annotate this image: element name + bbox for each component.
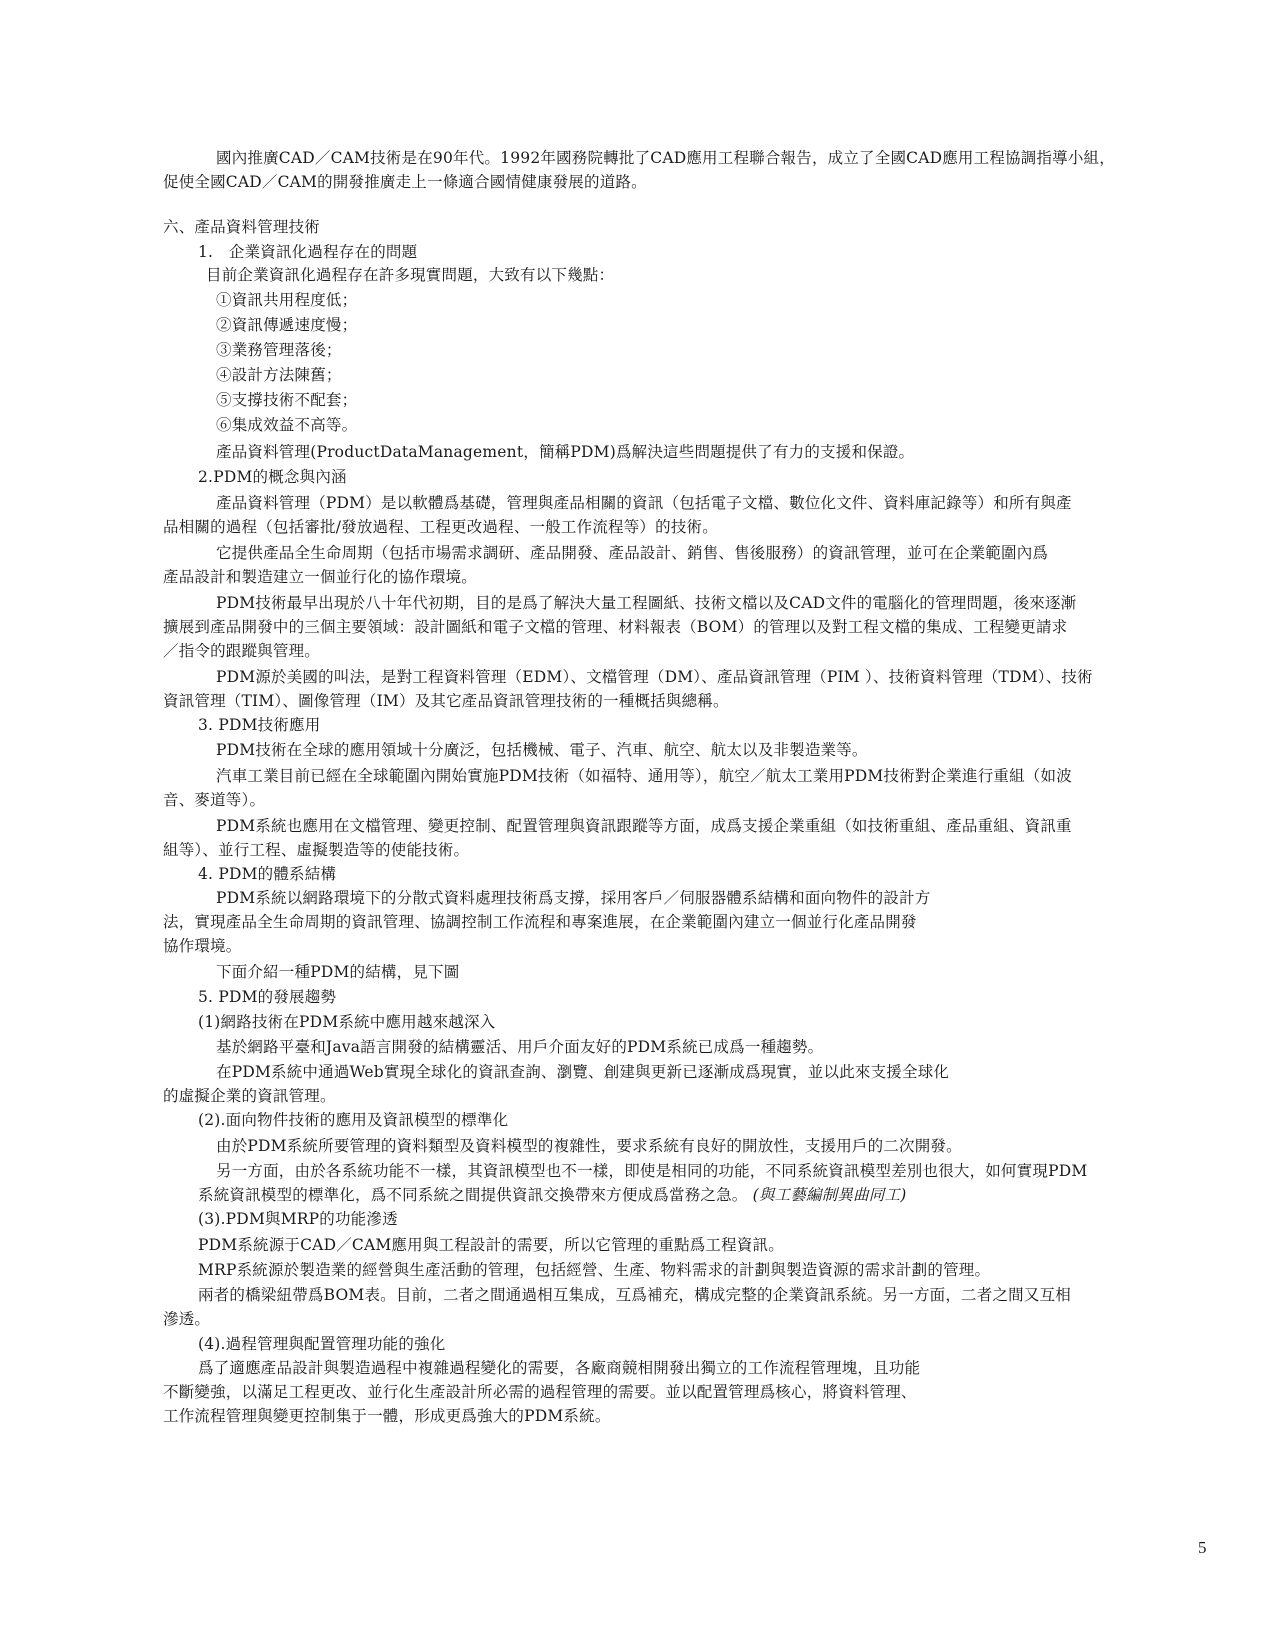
list-item: ⑤支撐技術不配套； — [216, 391, 358, 409]
text-line: ／指令的跟蹤與管理。 — [163, 642, 321, 660]
text-line: 產品資料管理（PDM）是以軟體爲基礎，管理與產品相關的資訊（包括電子文檔、數位化文件、資料庫記錄等）和所有與產 — [216, 494, 1072, 512]
subsection-heading: 2.PDM的概念與內涵 — [198, 468, 347, 486]
text-line: 國內推廣CAD／CAM技術是在90年代。1992年國務院轉批了CAD應用工程聯合報告，成立了全國CAD應用工程協調指導小組， — [216, 149, 1115, 167]
text-line: 擴展到產品開發中的三個主要領域：設計圖紙和電子文檔的管理、材料報表（BOM）的管理以及對工程文檔的集成、工程變更請求 — [163, 618, 1068, 636]
text-line: PDM系統以網路環境下的分散式資料處理技術爲支撐，採用客戶／伺服器體系結構和面向物件的設計方 — [216, 889, 931, 907]
text-line: 爲了適應產品設計與製造過程中複雜過程變化的需要，各廠商競相開發出獨立的工作流程管理塊，且功能 — [198, 1359, 921, 1377]
text-line: 另一方面，由於各系統功能不一樣，其資訊模型也不一樣，即使是相同的功能，不同系統資訊模型差別也很大，如何實現PDM — [216, 1162, 1088, 1180]
subsection-heading: 4. PDM的體系結構 — [198, 865, 337, 883]
text-line: 資訊管理（TIM）、圖像管理（IM）及其它產品資訊管理技術的一種概括與總稱。 — [163, 692, 729, 710]
subsection-heading: (3).PDM與MRP的功能滲透 — [198, 1210, 398, 1228]
text-line: 法，實現產品全生命周期的資訊管理、協調控制工作流程和專案進展，在企業範圍內建立一個並行化產品開發 — [163, 913, 917, 931]
subsection-heading: (4).過程管理與配置管理功能的強化 — [198, 1335, 446, 1353]
text-line: 音、麥道等）。 — [163, 791, 266, 809]
text-line: 組等）、並行工程、虛擬製造等的使能技術。 — [163, 841, 470, 859]
subsection-heading: (2).面向物件技術的應用及資訊模型的標準化 — [198, 1111, 509, 1129]
list-item: ②資訊傳遞速度慢； — [216, 316, 358, 334]
text-line: 促使全國CAD／CAM的開發推廣走上一條適合國情健康發展的道路。 — [163, 173, 647, 191]
text-line: PDM系統也應用在文檔管理、變更控制、配置管理與資訊跟蹤等方面，成爲支援企業重組（如技術重組、產品重組、資訊重 — [216, 817, 1072, 835]
text-line: 基於網路平臺和Java語言開發的結構靈活、用戶介面友好的PDM系統已成爲一種趨勢。 — [216, 1038, 824, 1056]
text-line: PDM源於美國的叫法，是對工程資料管理（EDM）、文檔管理（DM）、產品資訊管理（PIM ）、技術資料管理（TDM）、技術 — [216, 668, 1093, 686]
text-line: 滲透。 — [163, 1310, 211, 1328]
subsection-heading: 1. 企業資訊化過程存在的問題 — [198, 243, 418, 261]
text-line: MRP系統源於製造業的經營與生產活動的管理，包括經營、生產、物料需求的計劃與製造資源的需求計劃的管理。 — [198, 1261, 991, 1279]
subsection-heading: 5. PDM的發展趨勢 — [198, 988, 337, 1006]
text-line: 產品設計和製造建立一個並行化的協作環境。 — [163, 568, 478, 586]
text-line: PDM系統源于CAD／CAM應用與工程設計的需要，所以它管理的重點爲工程資訊。 — [198, 1236, 784, 1254]
text-line: 在PDM系統中通過Web實現全球化的資訊查詢、瀏覽、創建與更新已逐漸成爲現實，並以此來支援全球化 — [216, 1063, 950, 1081]
list-item: ①資訊共用程度低； — [216, 291, 358, 309]
text-line: 的虛擬企業的資訊管理。 — [163, 1087, 336, 1105]
italic-note: (與工藝編制異曲同工) — [752, 1186, 907, 1204]
list-item: ④設計方法陳舊； — [216, 366, 342, 384]
section-heading: 六、產品資料管理技術 — [163, 218, 321, 236]
text-line: 由於PDM系統所要管理的資料類型及資料模型的複雜性，要求系統有良好的開放性，支援用戶的二次開發。 — [216, 1137, 962, 1155]
text-line: 下面介紹一種PDM的結構，見下圖 — [216, 963, 460, 981]
text-line: 工作流程管理與變更控制集于一體，形成更爲強大的PDM系統。 — [163, 1407, 611, 1425]
subsection-heading: 3. PDM技術應用 — [198, 716, 321, 734]
text-span: 系統資訊模型的標準化，爲不同系統之間提供資訊交換帶來方便成爲當務之急。 — [198, 1186, 748, 1204]
text-line: 兩者的橋梁紐帶爲BOM表。目前，二者之間通過相互集成，互爲補充，構成完整的企業資訊系統。另一方面，二者之間又互相 — [198, 1286, 1071, 1304]
text-line: PDM技術最早出現於八十年代初期，目的是爲了解決大量工程圖紙、技術文檔以及CAD文件的電腦化的管理問題，後來逐漸 — [216, 594, 1077, 612]
text-line: 品相關的過程（包括審批/發放過程、工程更改過程、一般工作流程等）的技術。 — [163, 518, 718, 536]
list-item: ⑥集成效益不高等。 — [216, 416, 358, 434]
text-line: 汽車工業目前已經在全球範圍內開始實施PDM技術（如福特、通用等），航空／航太工業用PDM技術對企業進行重組（如波 — [216, 767, 1072, 785]
text-line: 目前企業資訊化過程存在許多現實問題，大致有以下幾點： — [206, 266, 615, 284]
text-line — [198, 1183, 906, 1207]
list-item: ③業務管理落後； — [216, 341, 342, 359]
text-line: 產品資料管理(ProductDataManagement，簡稱PDM)爲解決這些問題提供了有力的支援和保證。 — [216, 443, 915, 461]
text-line: 不斷變強，以滿足工程更改、並行化生產設計所必需的過程管理的需要。並以配置管理爲核心，將資料管理、 — [163, 1383, 917, 1401]
text-line: 協作環境。 — [163, 937, 242, 955]
subsection-heading: (1)網路技術在PDM系統中應用越來越深入 — [198, 1013, 496, 1031]
page-number: 5 — [1198, 1538, 1207, 1557]
text-line: 它提供產品全生命周期（包括市場需求調研、產品開發、產品設計、銷售、售後服務）的資訊管理，並可在企業範圍內爲 — [216, 544, 1049, 562]
text-line: PDM技術在全球的應用領域十分廣泛，包括機械、電子、汽車、航空、航太以及非製造業等。 — [216, 741, 868, 759]
